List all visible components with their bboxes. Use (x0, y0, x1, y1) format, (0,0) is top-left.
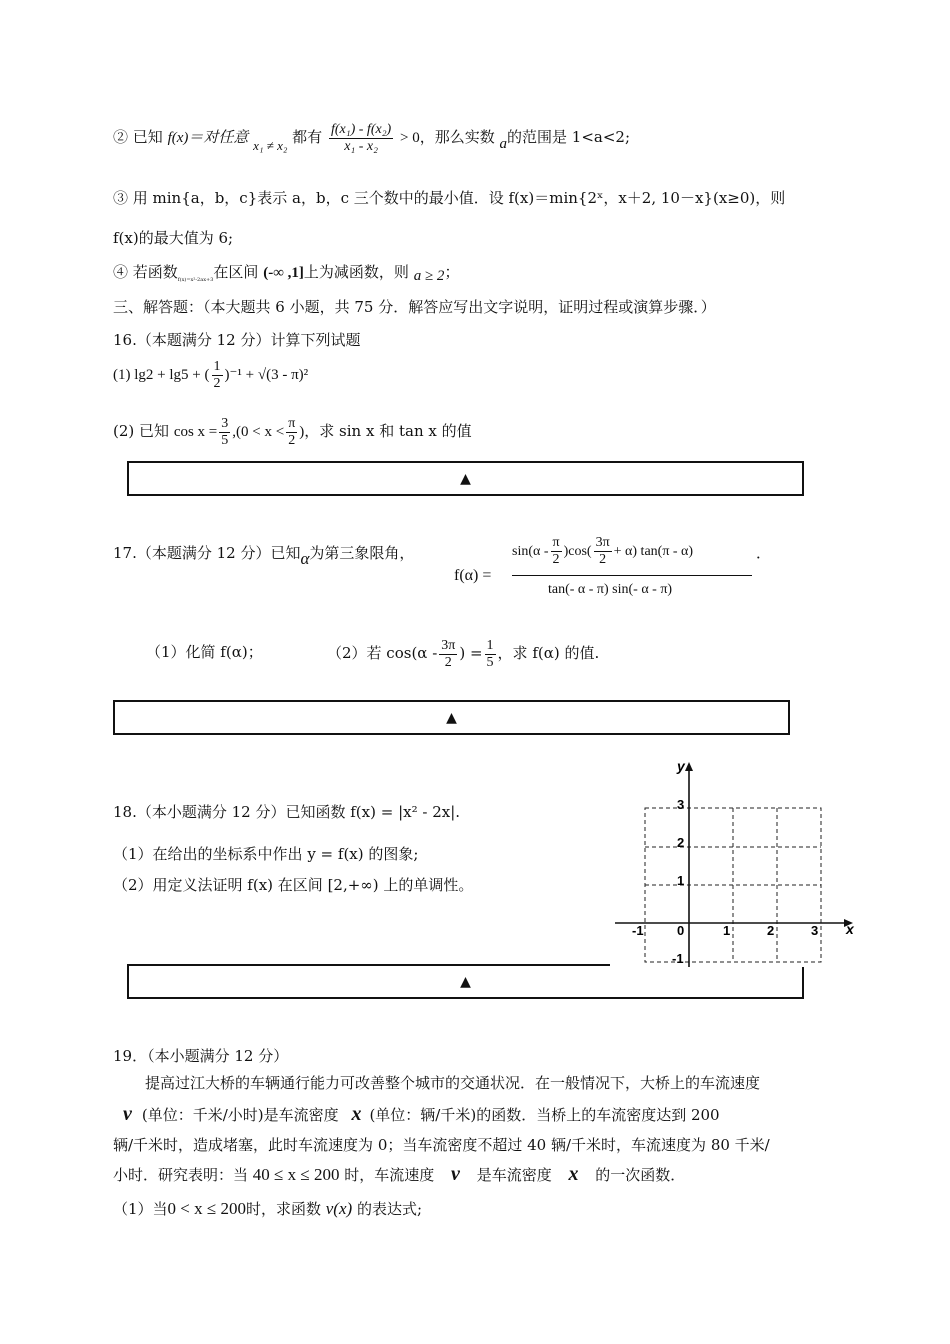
q16-answer-box[interactable] (127, 461, 804, 496)
q16-part2: (2) 已知 cos x = $\frac{3}{5}$ ,(0 < x < $\frac{\pi}{2}$ )，求 sin x 和 tan x 的值 (113, 415, 472, 448)
q17-f-label: f(α) = (454, 567, 492, 584)
y-tick-label: 3 (677, 797, 685, 812)
y-tick-label: 2 (677, 835, 685, 850)
q17-fraction-bar (512, 575, 752, 576)
q16-title: 16.（本题满分 12 分）计算下列试题 (113, 331, 361, 349)
q18-answer-box[interactable] (127, 964, 804, 999)
item-3-line2: f(x)的最大值为 6; (113, 229, 234, 247)
origin-label: 0 (677, 923, 685, 938)
item-2: ② 已知 f(x)＝对任意 x₁ ≠ x₂ 都有 $\frac{\text{f(x₁) - f(x₂)}}{\text{x₁ - x₂}}$ > 0，那么实数 a的范围是 1<a<2; (113, 121, 631, 154)
section-3-heading: 三、解答题：（本大题共 6 小题，共 75 分．解答应写出文字说明，证明过程或演算步骤．） (113, 298, 716, 316)
q19-title: 19．（本小题满分 12 分） (113, 1047, 289, 1065)
q17-denominator: tan(- α - π) sin(- α - π) (548, 582, 673, 597)
q17-period: ． (756, 546, 772, 562)
q17-answer-box[interactable] (113, 700, 790, 735)
y-axis-label: y (677, 758, 685, 774)
q16-part1: (1) lg2 + lg5 + ( $\frac{1}{2}$ )⁻¹ + √(3 - π)² (113, 359, 309, 392)
answer-marker-triangle: ▲ (460, 973, 471, 990)
grid-lines (645, 808, 821, 962)
item-3-line1: ③ 用 min{a，b，c}表示 a，b，c 三个数中的最小值．设 f(x)＝min{2ˣ，x＋2, 10－x}(x≥0)，则 (113, 189, 786, 207)
y-axis-arrow-icon (685, 762, 693, 771)
q18-part1: （1）在给出的坐标系中作出 y = f(x) 的图象; (113, 845, 419, 863)
q18-part2: （2）用定义法证明 f(x) 在区间 [2,+∞) 上的单调性。 (113, 876, 474, 894)
q19-line4: 小时．研究表明：当 40 ≤ x ≤ 200 时，车流速度 v 是车流密度 x 的一次函数． (113, 1163, 686, 1185)
q19-line1: 提高过江大桥的车辆通行能力可改善整个城市的交通状况．在一般情况下，大桥上的车流速度 (145, 1074, 761, 1092)
q17-part2: （2）若 cos(α - $\frac{3\pi}{2}$ ) = $\frac{1}{5}$ ，求 f(α) 的值. (327, 637, 600, 670)
answer-marker-triangle: ▲ (460, 470, 471, 487)
q19-part1: （1）当0 < x ≤ 200时，求函数 v(x) 的表达式; (113, 1199, 423, 1218)
q17-part1: （1）化简 f(α)； (146, 643, 263, 661)
item2-fraction: $\frac{\text{f(x₁) - f(x₂)}}{\text{x₁ - x₂}}$ (330, 121, 392, 154)
q18-coordinate-grid (610, 757, 860, 967)
q19-line3: 辆/千米时，造成堵塞，此时车流速度为 0；当车流密度不超过 40 辆/千米时，车流速度为 80 千米/ (113, 1136, 770, 1154)
x-axis-label: x (846, 921, 854, 937)
x-tick-label: 3 (811, 923, 819, 938)
item-4: ④ 若函数$_{f(x)=x^2-2ax+3}$在区间 (-∞ ,1]上为减函数，则 a ≥ 2； (113, 263, 460, 284)
q18-title: 18.（本小题满分 12 分）已知函数 f(x) = |x² - 2x|. (113, 803, 461, 821)
x-tick-label: 2 (767, 923, 775, 938)
q17-title: 17.（本题满分 12 分）已知α为第三象限角， (113, 544, 415, 568)
y-tick-label: -1 (672, 951, 684, 966)
q17-numerator: sin(α - $\frac{\pi}{2}$ )cos( $\frac{3\pi}{2}$ + α) tan(π - α) (512, 535, 694, 568)
x-tick-label: 1 (723, 923, 731, 938)
answer-marker-triangle: ▲ (446, 709, 457, 726)
q19-line2: v (单位：千米/小时)是车流密度 x (单位：辆/千米)的函数．当桥上的车流密度达到 200 (123, 1103, 720, 1125)
y-tick-label: 1 (677, 873, 685, 888)
x-tick-label: -1 (632, 923, 644, 938)
